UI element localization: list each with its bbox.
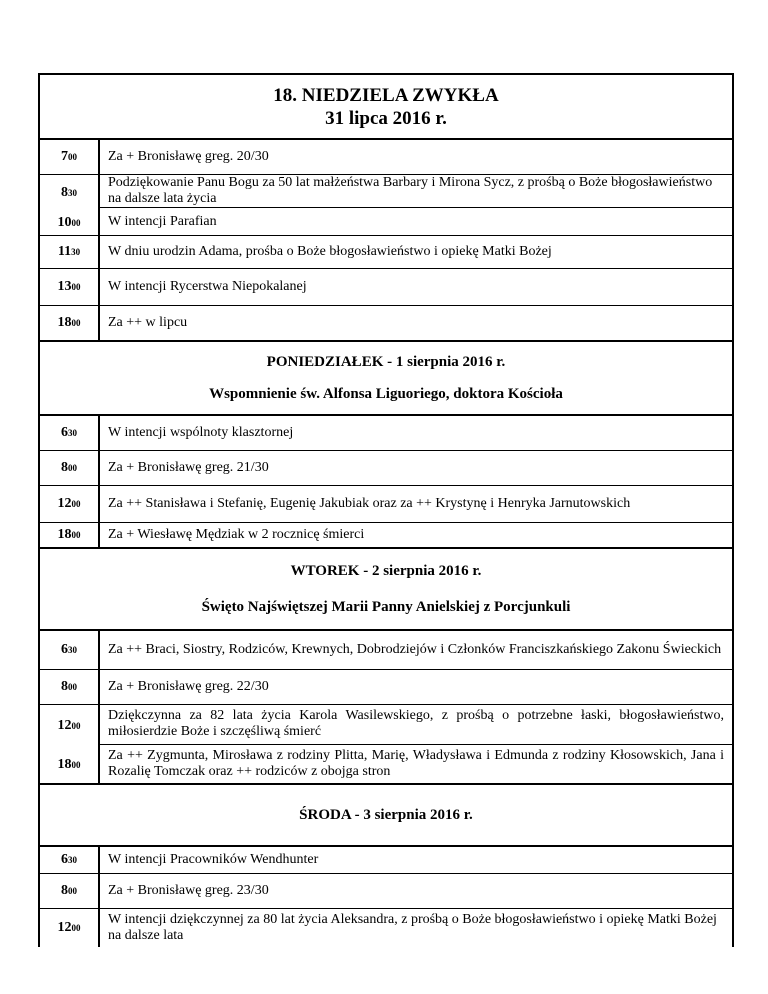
mass-intention: W intencji dziękczynnej za 80 lat życia Aleksandra, z prośbą o Boże błogosławieństwo i opiekę Matki Bożej na dalsze lata bbox=[108, 912, 717, 943]
mass-row-group bbox=[40, 705, 732, 785]
mass-intention: W intencji Parafian bbox=[108, 213, 217, 229]
mass-time: 8 00 bbox=[40, 451, 100, 485]
day-title: WTOREK - 2 sierpnia 2016 r. bbox=[290, 563, 482, 579]
mass-intentions-table bbox=[38, 73, 734, 947]
mass-row bbox=[40, 874, 732, 909]
mass-row bbox=[40, 523, 732, 549]
mass-row bbox=[40, 416, 732, 451]
mass-row bbox=[40, 451, 732, 486]
day-header-monday bbox=[40, 342, 732, 416]
mass-time: 18 00 bbox=[40, 523, 100, 547]
mass-intention: Za + Bronisławę greg. 20/30 bbox=[108, 149, 269, 164]
mass-time: 8 00 bbox=[40, 670, 100, 704]
mass-time: 10 00 bbox=[57, 215, 81, 230]
day-title: ŚRODA - 3 sierpnia 2016 r. bbox=[299, 807, 473, 823]
mass-time: 7 00 bbox=[40, 140, 100, 174]
mass-time: 6 30 bbox=[40, 631, 100, 669]
mass-intention: Za + Bronisławę greg. 23/30 bbox=[108, 883, 269, 898]
mass-intention: Dziękczynna za 82 lata życia Karola Wasilewskiego, z prośbą o potrzebne łaski, błogosławieństwo, miłosierdzie Boże i szczęśliwą śmierć bbox=[100, 705, 732, 745]
mass-intention: W dniu urodzin Adama, prośba o Boże błogosławieństwo i opiekę Matki Bożej bbox=[108, 244, 552, 259]
mass-time: 11 30 bbox=[40, 236, 100, 268]
mass-row bbox=[40, 486, 732, 523]
mass-intention: Za + Wiesławę Mędziak w 2 rocznicę śmierci bbox=[108, 527, 365, 542]
day-header-wednesday bbox=[40, 785, 732, 847]
mass-time: 8 00 bbox=[40, 874, 100, 908]
mass-time: 18 00 bbox=[57, 757, 81, 772]
day-header-sunday bbox=[40, 75, 732, 140]
mass-time: 12 00 bbox=[57, 718, 81, 733]
mass-intention: W intencji Rycerstwa Niepokalanej bbox=[108, 279, 307, 294]
mass-row bbox=[40, 909, 732, 947]
mass-intention: Za + Bronisławę greg. 22/30 bbox=[108, 679, 269, 694]
mass-intention: Za ++ Braci, Siostry, Rodziców, Krewnych, Dobrodziejów i Członków Franciszkańskiego Zakonu Świeckich bbox=[108, 642, 722, 657]
mass-row bbox=[40, 631, 732, 670]
mass-intention: Za ++ Zygmunta, Mirosława z rodziny Plitta, Marię, Władysława i Edmunda z rodziny Kłosowskich, Jana i Rozalię Tomczak oraz ++ rodziców z obojga stron bbox=[108, 747, 724, 779]
day-header-tuesday bbox=[40, 549, 732, 631]
day-title: PONIEDZIAŁEK - 1 sierpnia 2016 r. bbox=[266, 354, 506, 370]
mass-intention: W intencji wspólnoty klasztornej bbox=[108, 425, 294, 440]
mass-intention: Za ++ w lipcu bbox=[108, 315, 188, 330]
day-feast: Wspomnienie św. Alfonsa Liguoriego, doktora Kościoła bbox=[209, 386, 563, 402]
day-feast: Święto Najświętszej Marii Panny Anielskiej z Porcjunkuli bbox=[201, 599, 571, 615]
mass-time: 8 30 bbox=[61, 185, 77, 200]
mass-time: 12 00 bbox=[40, 909, 100, 947]
day-date: 31 lipca 2016 r. bbox=[325, 107, 447, 129]
mass-row bbox=[40, 847, 732, 874]
day-title: 18. NIEDZIELA ZWYKŁA bbox=[273, 84, 499, 106]
mass-row bbox=[40, 269, 732, 306]
mass-intention: Podziękowanie Panu Bogu za 50 lat małżeństwa Barbary i Mirona Sycz, z prośbą o Boże błogosławieństwo na dalsze lata życia bbox=[100, 175, 732, 208]
mass-intention: Za ++ Stanisława i Stefanię, Eugenię Jakubiak oraz za ++ Krystynę i Henryka Jarnutowskich bbox=[108, 496, 631, 511]
mass-intention: Za + Bronisławę greg. 21/30 bbox=[108, 460, 269, 475]
mass-row bbox=[40, 140, 732, 175]
mass-row-group bbox=[40, 175, 732, 236]
mass-row bbox=[40, 670, 732, 705]
mass-time: 13 00 bbox=[40, 269, 100, 305]
mass-time: 6 30 bbox=[40, 416, 100, 450]
mass-intention: W intencji Pracowników Wendhunter bbox=[108, 852, 319, 867]
mass-row bbox=[40, 306, 732, 342]
mass-time: 12 00 bbox=[40, 486, 100, 522]
mass-time: 6 30 bbox=[40, 847, 100, 873]
mass-row bbox=[40, 236, 732, 269]
mass-time: 18 00 bbox=[40, 306, 100, 340]
